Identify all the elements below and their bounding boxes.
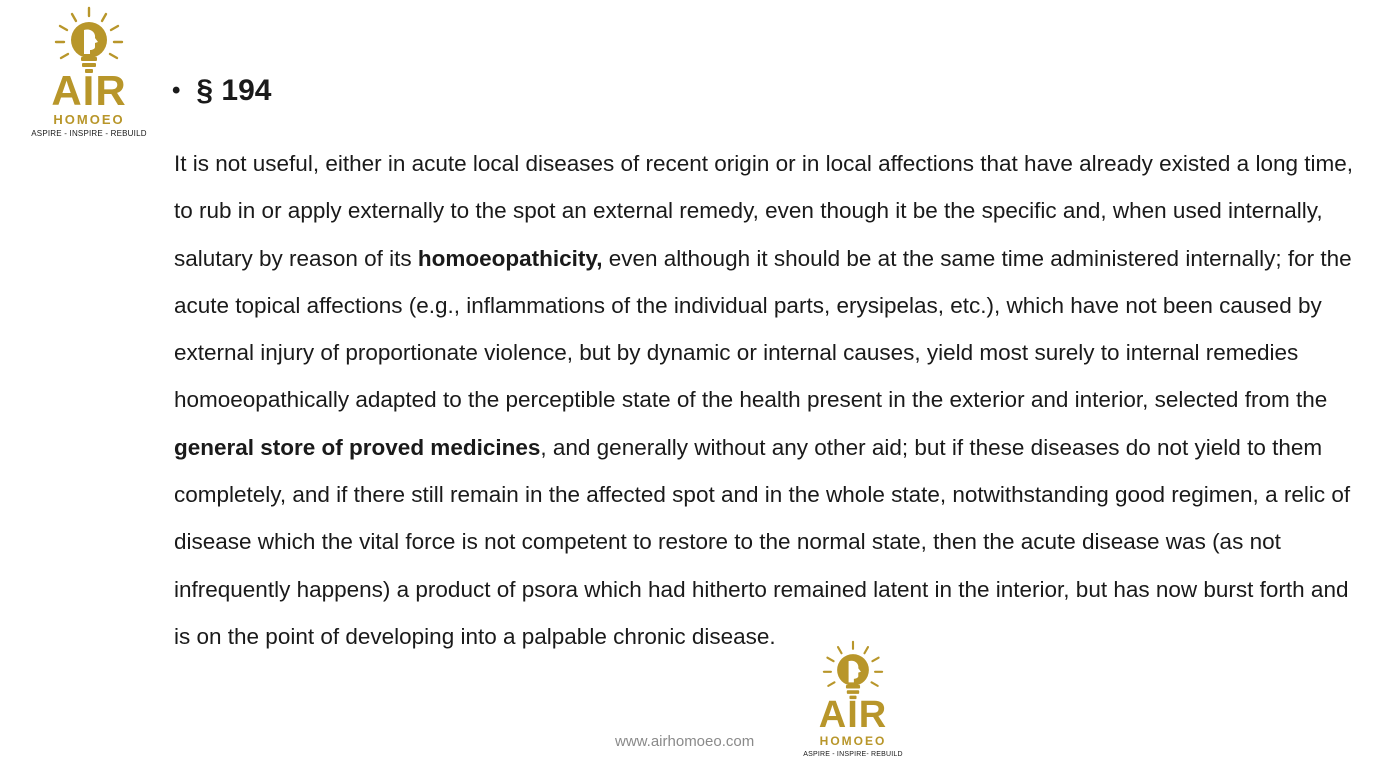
paragraph-part-2: even although it should be at the same time administered internally; for the acute topical affections (e.g., inflammations of the individual parts, erysipelas, etc.), which have not been caused by external injury of proportionate violence, but by dynamic or internal causes, yield most surely to internal remedies homoeopathically adapted to the perceptible state of the health present in the exterior and interior, selected from the — [174, 245, 1352, 413]
logo-bottom — [800, 640, 906, 758]
logo-brand: AIR — [818, 694, 888, 736]
logo-sub: HOMOEO — [819, 734, 887, 748]
paragraph-part-1: It is not useful, either in acute local diseases of recent origin or in local affections that have already existed a long time, to rub in or apply externally to the spot an external remedy, even though it be the specific and, when used internally, salutary by reason of its — [174, 151, 1353, 271]
logo-top — [30, 6, 148, 138]
paragraph-part-3: , and generally without any other aid; but if these diseases do not yield to them completely, and if there still remain in the affected spot and in the whole state, notwithstanding good regimen, a relic of disease which the vital force is not competent to restore to the normal state, then the acute disease was (as not infrequently happens) a product of psora which had hitherto remained latent in the interior, but has now burst forth and is on the point of developing into a palpable chronic disease. — [174, 434, 1351, 649]
section-number: § 194 — [196, 74, 272, 107]
lightbulb-head-icon — [822, 640, 884, 700]
footer-url: www.airhomoeo.com — [615, 733, 755, 750]
bullet: • — [172, 77, 181, 104]
logo-brand: AIR — [51, 67, 127, 114]
logo-tagline: ASPIRE - INSPIRE- REBUILD — [803, 751, 903, 758]
body-paragraph — [174, 140, 1370, 660]
lightbulb-head-icon — [54, 6, 124, 74]
logo-sub: HOMOEO — [53, 112, 125, 127]
logo-tagline: ASPIRE - INSPIRE - REBUILD — [31, 129, 147, 138]
bold-general-store: general store of proved medicines — [174, 434, 541, 460]
slide-heading — [172, 74, 271, 108]
bold-homoeopathicity: homoeopathicity, — [417, 245, 603, 271]
